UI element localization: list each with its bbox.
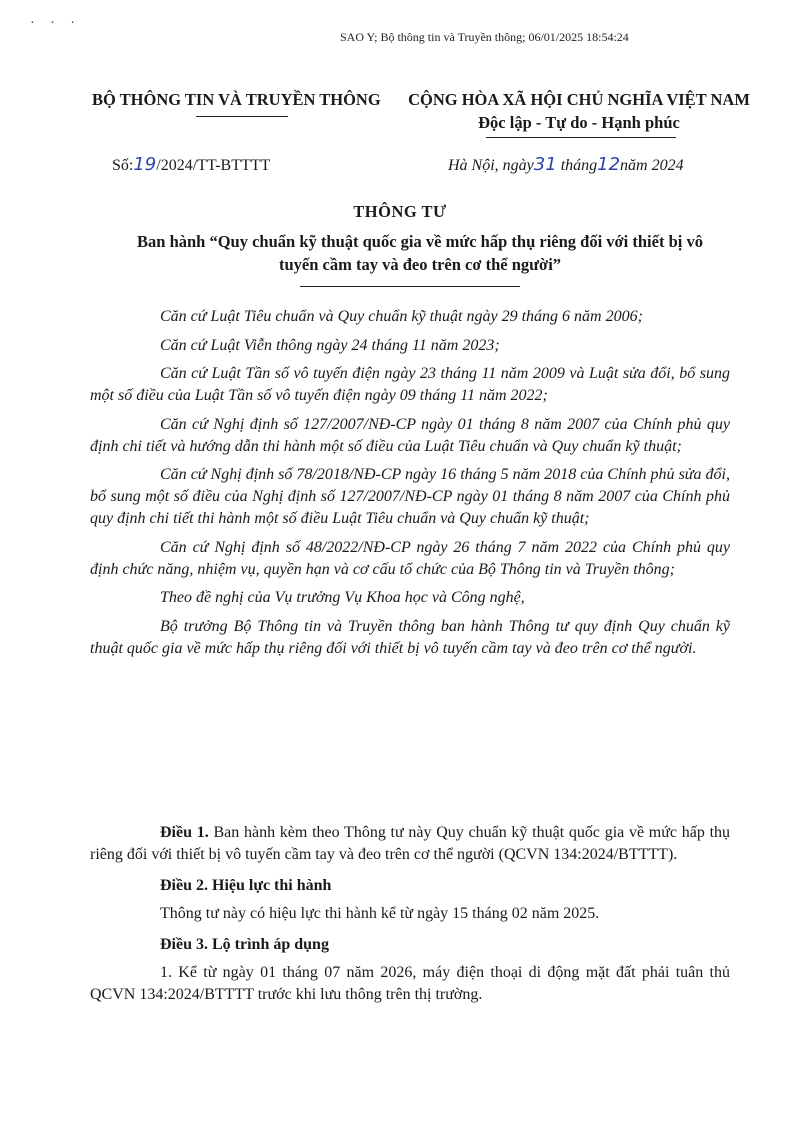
- basis-paragraph: Căn cứ Nghị định số 48/2022/NĐ-CP ngày 26 tháng 7 năm 2022 của Chính phủ quy định chức năng, nhiệm vụ, quyền hạn và cơ cấu tổ chức của Bộ Thông tin và Truyền thông;: [90, 538, 730, 578]
- doc-number-prefix: Số:: [112, 157, 134, 174]
- handwritten-month: 12: [597, 154, 621, 175]
- articles: [90, 822, 730, 1015]
- article-2-text: Thông tư này có hiệu lực thi hành kể từ ngày 15 tháng 02 năm 2025.: [160, 905, 600, 922]
- scan-artifact-dots: · · ·: [30, 16, 81, 31]
- national-motto: Độc lập - Tự do - Hạnh phúc: [478, 113, 680, 132]
- national-title: CỘNG HÒA XÃ HỘI CHỦ NGHĨA VIỆT NAM: [408, 90, 750, 109]
- year-text: năm 2024: [620, 157, 684, 174]
- motto-underline: [486, 137, 676, 138]
- article-1: [90, 822, 730, 866]
- legal-basis: [90, 306, 730, 666]
- document-number: [112, 154, 270, 175]
- basis-paragraph: Căn cứ Luật Tần số vô tuyến điện ngày 23 tháng 11 năm 2009 và Luật sửa đổi, bổ sung một số điều của Luật Tần số vô tuyến điện ngày 09 tháng 11 năm 2022;: [90, 365, 730, 404]
- basis-paragraph: Bộ trưởng Bộ Thông tin và Truyền thông ban hành Thông tư quy định Quy chuẩn kỹ thuật quốc gia về mức hấp thụ riêng đối với thiết bị vô tuyến cầm tay và đeo trên cơ thể người.: [90, 617, 730, 657]
- article-3-item-1: 1. Kể từ ngày 01 tháng 07 năm 2026, máy điện thoại di động mặt đất phải tuân thủ QCVN 134:2024/BTTTT trước khi lưu thông trên thị trường.: [90, 964, 730, 1003]
- handwritten-day: 31: [533, 154, 557, 175]
- issuing-ministry: BỘ THÔNG TIN VÀ TRUYỀN THÔNG: [92, 90, 381, 109]
- article-1-text: Ban hành kèm theo Thông tư này Quy chuẩn kỹ thuật quốc gia về mức hấp thụ riêng đối với thiết bị vô tuyến cầm tay và đeo trên cơ thể người (QCVN 134:2024/BTTTT).: [90, 824, 731, 863]
- document-subject: Ban hành “Quy chuẩn kỹ thuật quốc gia về mức hấp thụ riêng đối với thiết bị vô tuyến cầm tay và đeo trên cơ thể người”: [137, 232, 703, 274]
- document-type: THÔNG TƯ: [353, 202, 447, 221]
- ministry-underline: [196, 116, 288, 117]
- article-1-heading: Điều 1.: [160, 824, 209, 841]
- basis-paragraph: Căn cứ Luật Tiêu chuẩn và Quy chuẩn kỹ thuật ngày 29 tháng 6 năm 2006;: [160, 308, 643, 325]
- copy-stamp: SAO Y; Bộ thông tin và Truyền thông; 06/01/2025 18:54:24: [340, 30, 629, 44]
- basis-paragraph: Theo đề nghị của Vụ trưởng Vụ Khoa học và Công nghệ,: [160, 589, 525, 606]
- article-3-heading: Điều 3. Lộ trình áp dụng: [160, 936, 329, 953]
- basis-paragraph: Căn cứ Nghị định số 78/2018/NĐ-CP ngày 16 tháng 5 năm 2018 của Chính phủ sửa đổi, bổ sung một số điều của Nghị định số 127/2007/NĐ-CP ngày 01 tháng 8 năm 2007 của Chính phủ quy định chi tiết thi hành một số điều Luật Tiêu chuẩn và Quy chuẩn kỹ thuật;: [90, 466, 730, 527]
- month-label: tháng: [560, 157, 598, 174]
- place-and-date: [448, 154, 684, 175]
- basis-paragraph: Căn cứ Luật Viễn thông ngày 24 tháng 11 năm 2023;: [160, 336, 500, 354]
- handwritten-doc-number: 19: [133, 154, 157, 175]
- article-2-heading: Điều 2. Hiệu lực thi hành: [160, 877, 332, 894]
- doc-number-suffix: /2024/TT-BTTTT: [156, 157, 271, 174]
- place-prefix: Hà Nội, ngày: [448, 157, 534, 174]
- basis-paragraph: Căn cứ Nghị định số 127/2007/NĐ-CP ngày 01 tháng 8 năm 2007 của Chính phủ quy định chi tiết và hướng dẫn thi hành một số điều của Luật Tiêu chuẩn và Quy chuẩn kỹ thuật;: [90, 415, 730, 455]
- subject-underline: [300, 286, 520, 287]
